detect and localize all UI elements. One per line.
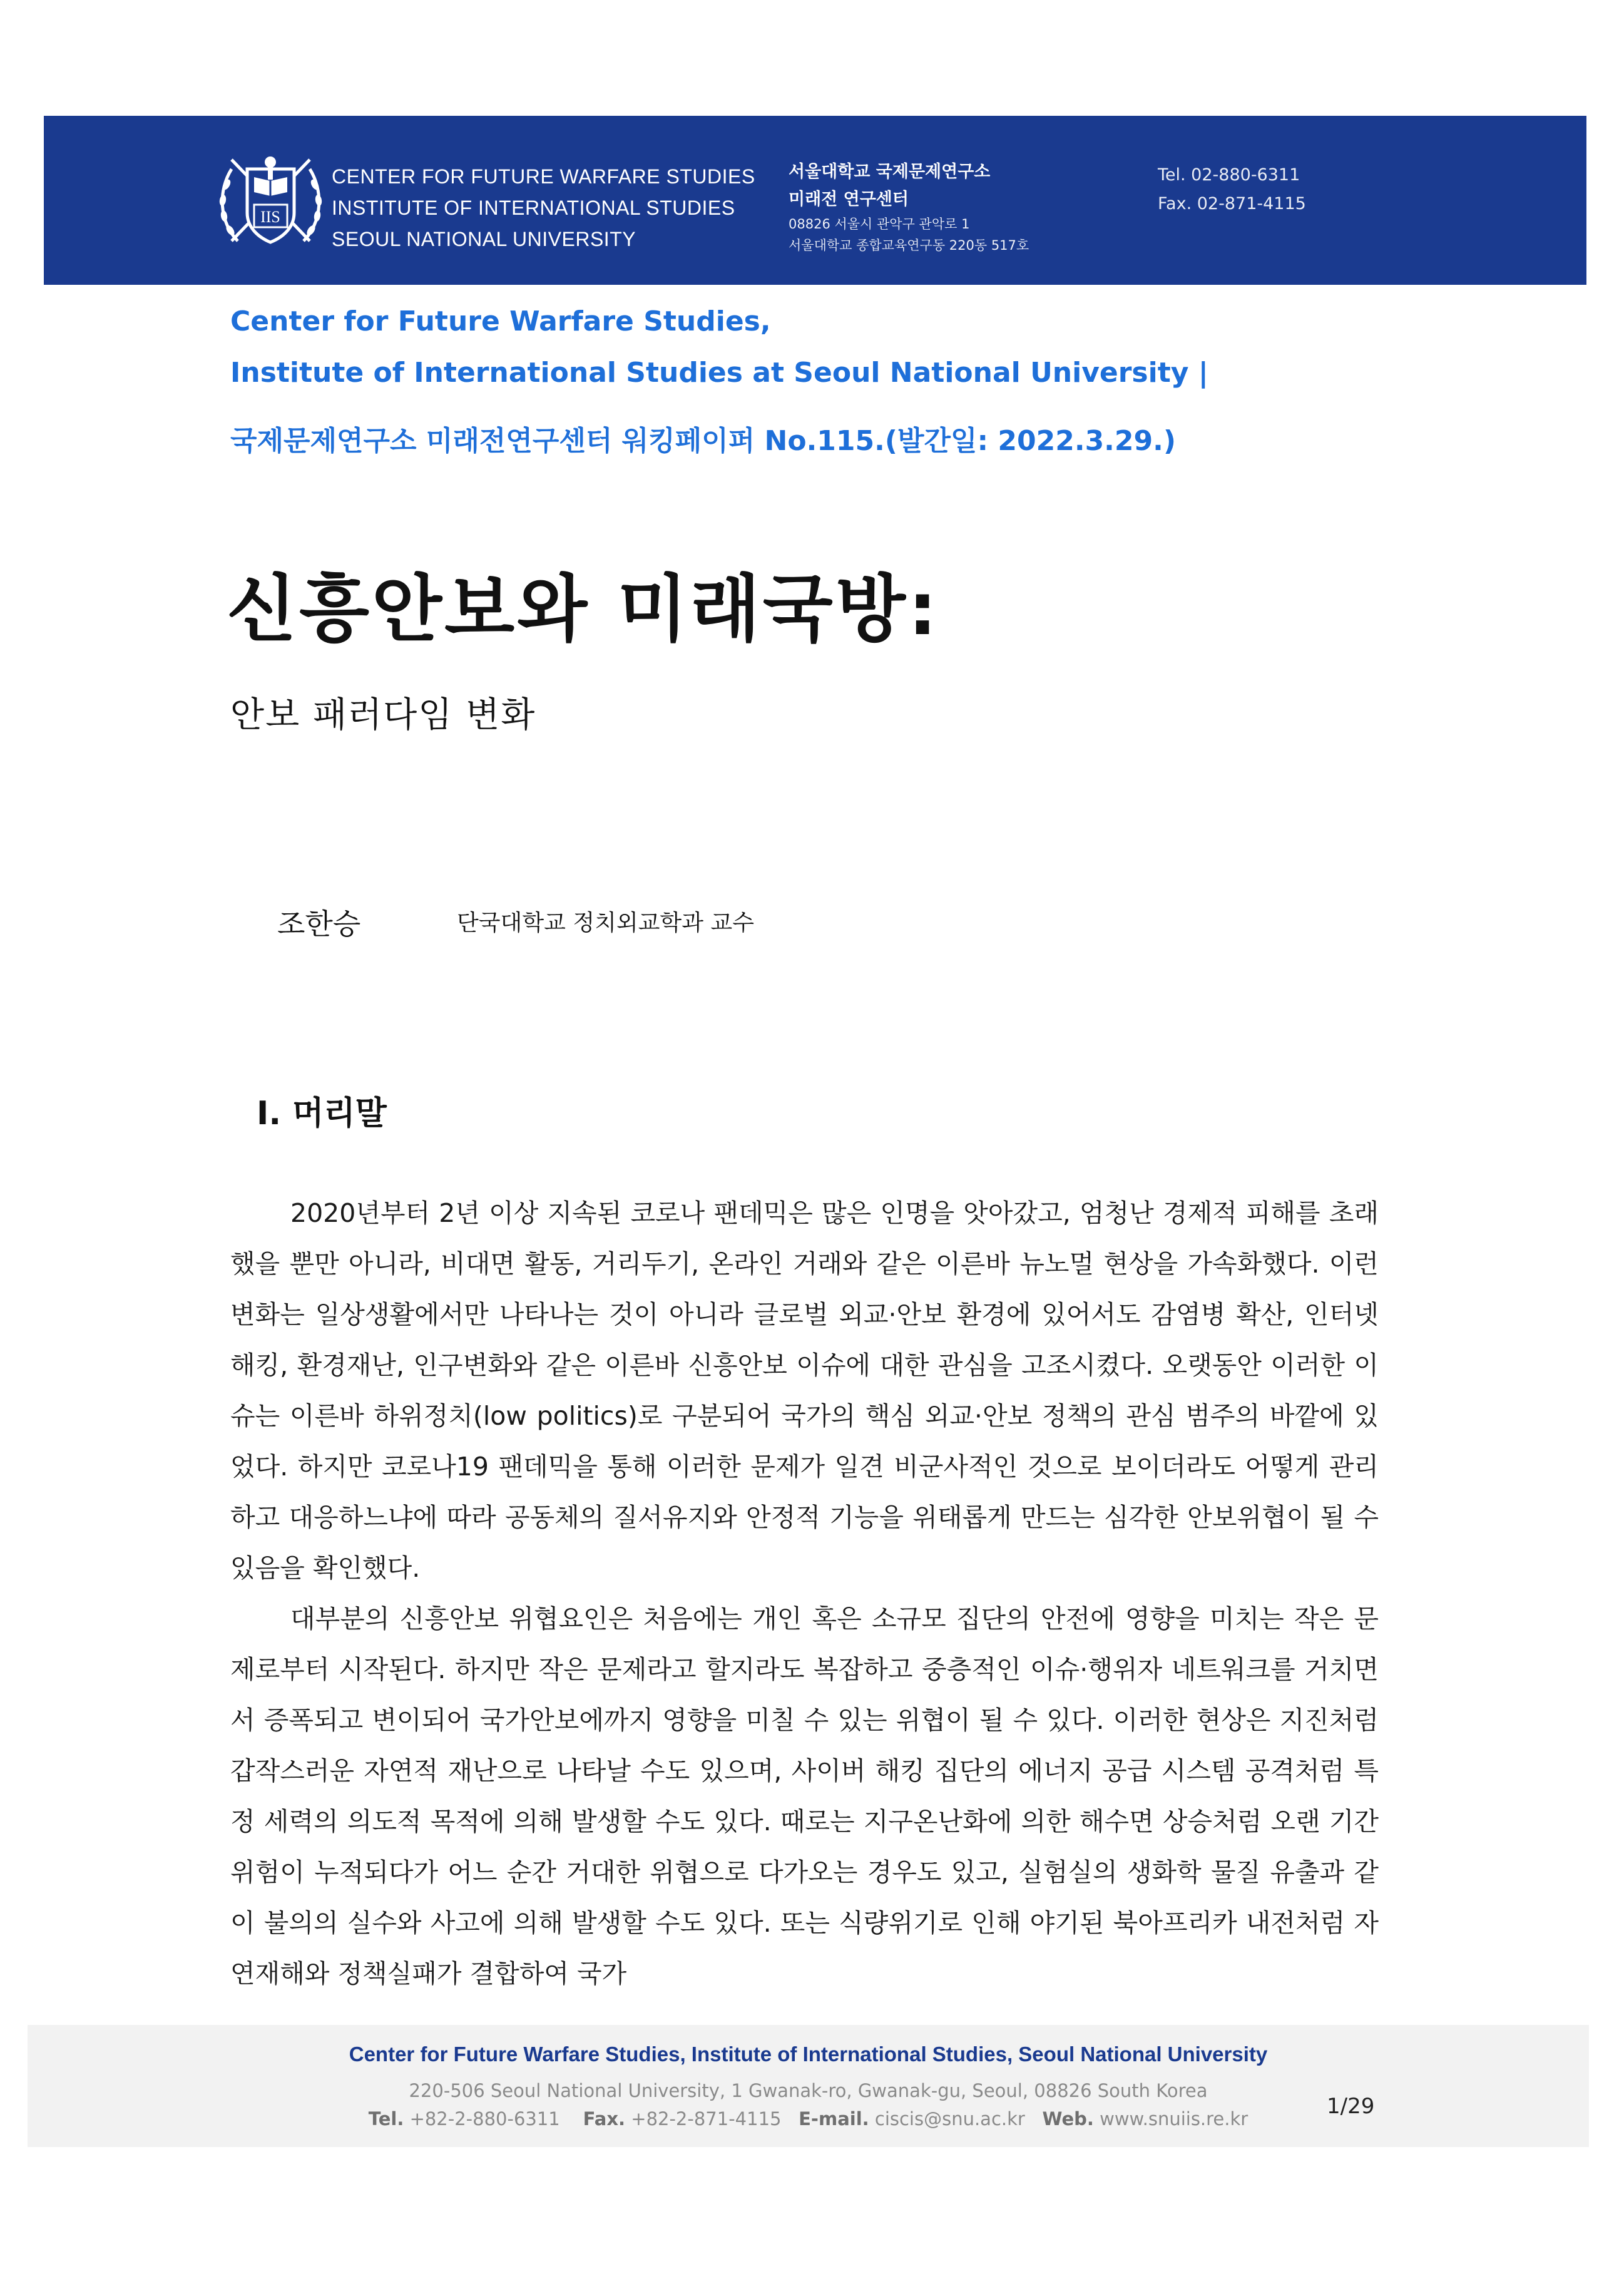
kr-name-line: 서울대학교 국제문제연구소 [789,162,991,182]
footer-web-label: Web. [1042,2108,1094,2129]
document-title: 신흥안보와 미래국방: [227,567,940,652]
kr-address-line: 08826 서울시 관악구 관악로 1 [789,217,970,232]
korean-institution-block [789,158,1029,256]
footer-email-label: E-mail. [799,2108,869,2129]
footer-fax-label: Fax. [583,2108,626,2129]
logo-text: IIS [260,208,280,226]
page-number: 1/29 [1327,2094,1375,2119]
author-affiliation: 단국대학교 정치외교학과 교수 [457,910,754,936]
header-fax: Fax. 02-871-4115 [1158,194,1306,213]
footer-band [28,2025,1589,2147]
series-line-3: 국제문제연구소 미래전연구센터 워킹페이퍼 No.115.(발간일: 2022.3.29.) [230,425,1176,457]
author-name: 조한승 [277,907,361,941]
institution-names [332,161,755,255]
institution-line: SEOUL NATIONAL UNIVERSITY [332,228,636,250]
body-paragraph: 2020년부터 2년 이상 지속된 코로나 팬데믹은 많은 인명을 앗아갔고, 엄청난 경제적 피해를 초래했을 뿐만 아니라, 비대면 활동, 거리두기, 온라인 거래와 같은 이른바 뉴노멀 현상을 가속화했다. 이런 변화는 일상생활에서만 나타나는 것이 아니라 글로벌 외교·안보 환경에 있어서도 감염병 확산, 인터넷 해킹, 환경재난, 인구변화와 같은 이른바 신흥안보 이슈에 대한 관심을 고조시켰다. 오랫동안 이러한 이슈는 이른바 하위정치(low politics)로 구분되어 국가의 핵심 외교·안보 정책의 관심 범주의 바깥에 있었다. 하지만 코로나19 팬데믹을 통해 이러한 문제가 일견 비군사적인 것으로 보이더라도 어떻게 관리하고 대응하느냐에 따라 공동체의 질서유지와 안정적 기능을 위태롭게 만드는 심각한 안보위협이 될 수 있음을 확인했다. [230,1198,1379,1583]
footer-web[interactable]: www.snuiis.re.kr [1100,2108,1249,2129]
body-text [230,1188,1379,1999]
footer-title: Center for Future Warfare Studies, Institute of International Studies, Seoul National University [349,2042,1268,2066]
institution-line: INSTITUTE OF INTERNATIONAL STUDIES [332,197,735,219]
footer-tel: +82-2-880-6311 [409,2108,560,2129]
footer-fax: +82-2-871-4115 [631,2108,782,2129]
section-heading: I. 머리말 [257,1095,387,1132]
body-paragraph: 대부분의 신흥안보 위협요인은 처음에는 개인 혹은 소규모 집단의 안전에 영향을 미치는 작은 문제로부터 시작된다. 하지만 작은 문제라고 할지라도 복잡하고 중층적인 이슈·행위자 네트워크를 거치면서 증폭되고 변이되어 국가안보에까지 영향을 미칠 수 있는 위협이 될 수 있다. 이러한 현상은 지진처럼 갑작스러운 자연적 재난으로 나타날 수도 있으며, 사이버 해킹 집단의 에너지 공급 시스템 공격처럼 특정 세력의 의도적 목적에 의해 발생할 수도 있다. 때로는 지구온난화에 의한 해수면 상승처럼 오랜 기간 위험이 누적되다가 어느 순간 거대한 위협으로 다가오는 경우도 있고, 실험실의 생화학 물질 유출과 같이 불의의 실수와 사고에 의해 발생할 수도 있다. 또는 식량위기로 인해 야기된 북아프리카 내전처럼 자연재해와 정책실패가 결합하여 국가 [230,1604,1379,1989]
document-subtitle: 안보 패러다임 변화 [230,695,536,735]
footer-email[interactable]: ciscis@snu.ac.kr [874,2108,1025,2129]
snu-iis-emblem-icon [213,147,329,254]
footer-tel-label: Tel. [368,2108,404,2129]
footer-address: 220-506 Seoul National University, 1 Gwanak-ro, Gwanak-gu, Seoul, 08826 South Korea [409,2080,1208,2101]
header-band [44,116,1586,285]
institution-line: CENTER FOR FUTURE WARFARE STUDIES [332,165,755,188]
series-line-2: Institute of International Studies at Seoul National University | [230,357,1208,389]
header-contact [1158,161,1306,218]
kr-address-line: 서울대학교 종합교육연구동 220동 517호 [789,238,1029,253]
series-line-1: Center for Future Warfare Studies, [230,305,771,337]
kr-name-line: 미래전 연구센터 [789,190,909,209]
header-tel: Tel. 02-880-6311 [1158,165,1300,185]
